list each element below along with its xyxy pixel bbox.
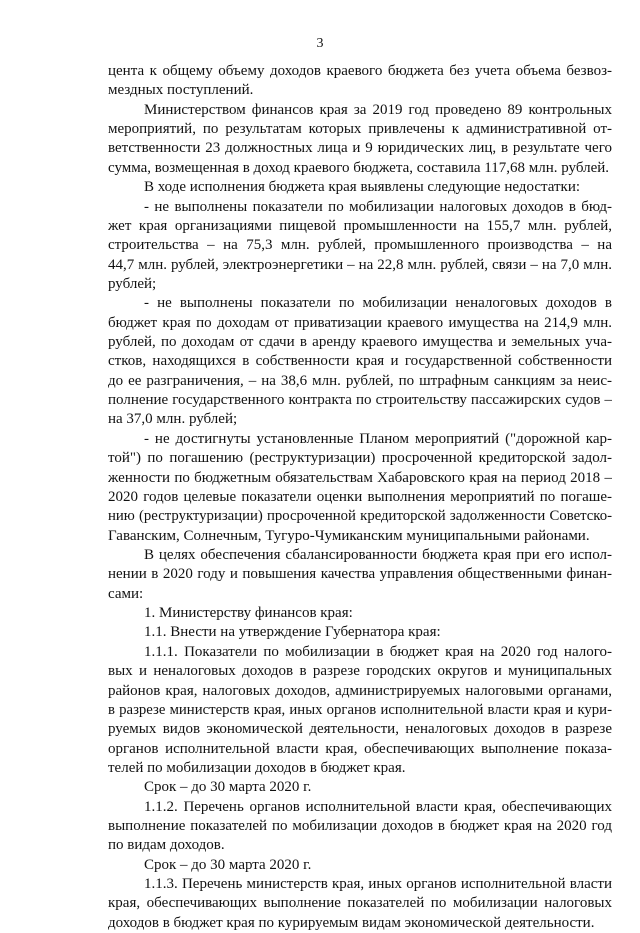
text-line: той") по погашению (реструктуризации) просроченной кредиторской задол- — [108, 450, 612, 467]
text-line: ветственности 23 должностных лица и 9 юридических лиц, в результате чего — [108, 140, 612, 157]
text-line: мездных поступлений. — [108, 82, 254, 99]
document-body — [108, 62, 612, 933]
text-line: сумма, возмещенная в доход краевого бюджета, составила 117,68 млн. рублей. — [108, 159, 610, 176]
text-line: 1. Министерству финансов края: — [144, 605, 353, 622]
text-line: вых и неналоговых доходов в разрезе городских округов и муниципальных — [108, 663, 612, 680]
text-line: женности по бюджетным обязательствам Хабаровского края на период 2018 – — [108, 469, 612, 486]
text-line: стков, находящихся в собственности края и государственной собственности — [108, 353, 612, 370]
text-line: полнение государственного контракта по строительству пассажирских судов – — [108, 392, 612, 409]
text-line: Гаванским, Солнечным, Тугуро-Чумиканским муниципальными районами. — [108, 527, 590, 544]
text-line: Срок – до 30 марта 2020 г. — [144, 779, 312, 796]
text-line: районов края, налоговых доходов, администрируемых налоговыми органами, — [108, 682, 612, 699]
text-line: рублей; — [108, 275, 157, 292]
text-line: В ходе исполнения бюджета края выявлены следующие недостатки: — [144, 179, 581, 196]
text-line: 1.1.1. Показатели по мобилизации в бюджет края на 2020 год налого- — [144, 643, 612, 660]
text-line: - не выполнены показатели по мобилизации неналоговых доходов в — [144, 295, 612, 312]
text-line: нении в 2020 году и повышения качества управления общественными финан- — [108, 566, 612, 583]
text-line: 44,7 млн. рублей, электроэнергетики – на 22,8 млн. рублей, связи – на 7,0 млн. — [108, 256, 612, 273]
text-line: выполнение показателей по мобилизации доходов в бюджет края на 2020 год — [108, 818, 612, 835]
text-line: органов исполнительной власти края, обеспечивающих выполнение показа- — [108, 740, 612, 757]
text-line: Срок – до 30 марта 2020 г. — [144, 856, 312, 873]
text-line: - не выполнены показатели по мобилизации налоговых доходов в бюд- — [144, 198, 612, 215]
text-line: цента к общему объему доходов краевого бюджета без учета объема безвоз- — [108, 63, 612, 79]
page-number: 3 — [316, 36, 324, 51]
text-line: 1.1. Внести на утверждение Губернатора края: — [144, 624, 441, 641]
text-line: сами: — [108, 585, 144, 602]
text-line: нию (реструктуризации) просроченной кредиторской задолженности Советско- — [108, 508, 612, 525]
text-line: строительства – на 75,3 млн. рублей, промышленного производства – на — [108, 237, 612, 254]
text-line: мероприятий, по результатам которых привлечены к административной от- — [108, 121, 612, 138]
text-line: телей по мобилизации доходов в бюджет края. — [108, 759, 406, 776]
text-line: на 37,0 млн. рублей; — [108, 411, 238, 428]
text-line: Министерством финансов края за 2019 год проведено 89 контрольных — [144, 101, 612, 118]
text-line: бюджет края по доходам от приватизации краевого имущества на 214,9 млн. — [108, 314, 612, 331]
text-line: руемых видов экономической деятельности, неналоговых доходов в разрезе — [108, 721, 612, 738]
text-line: рублей, по доходам от сдачи в аренду краевого имущества и земельных уча- — [108, 334, 612, 351]
text-line: в разрезе министерств края, иных органов исполнительной власти края и кури- — [108, 701, 612, 718]
text-line: по видам доходов. — [108, 837, 225, 854]
text-line: 1.1.2. Перечень органов исполнительной власти края, обеспечивающих — [144, 798, 612, 815]
text-line: - не достигнуты установленные Планом мероприятий ("дорожной кар- — [144, 430, 612, 447]
text-line: края, обеспечивающих выполнение показателей по мобилизации налоговых — [108, 895, 612, 912]
text-line: доходов в бюджет края по курируемым видам экономической деятельности. — [108, 914, 595, 931]
text-line: 1.1.3. Перечень министерств края, иных органов исполнительной власти — [144, 876, 612, 893]
text-line: до ее разграничения, – на 38,6 млн. рублей, по штрафным санкциям за неис- — [108, 372, 612, 389]
text-line: жет края организациями пищевой промышленности на 155,7 млн. рублей, — [108, 217, 612, 234]
text-line: 2020 годов целевые показатели оценки выполнения мероприятий по погаше- — [108, 488, 612, 505]
text-line: В целях обеспечения сбалансированности бюджета края при его испол- — [144, 546, 612, 563]
